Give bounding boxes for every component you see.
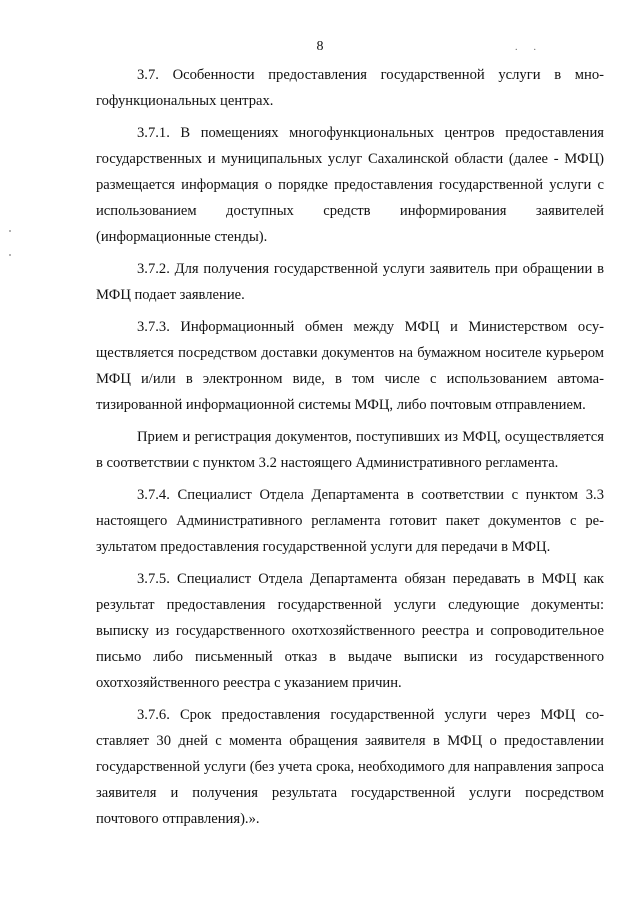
scan-speck bbox=[9, 230, 11, 232]
section-heading-3-7: 3.7. Особенности предоставления государственной услуги в многофункциональных центрах. bbox=[96, 67, 604, 109]
paragraph-3-7-6: 3.7.6. Срок предоставления государственной услуги через МФЦ составляет 30 дней с момента обращения заявителя в МФЦ о предоставлении государственной услуги (без учета срока, необходимого для направления запроса заявителя и получения результата государственной услуги посредством почтового отправления).». bbox=[96, 707, 604, 827]
scan-speck bbox=[9, 254, 11, 256]
paragraph-3-7-3: 3.7.3. Информационный обмен между МФЦ и Министерством осуществляется посредством доставки документов на бумажном носителе курьером МФЦ и/или в электронном виде, в том числе с использованием автоматизированной информационной системы МФЦ, либо почтовым отправлением. bbox=[96, 319, 604, 413]
paragraph-3-7-5: 3.7.5. Специалист Отдела Департамента обязан передавать в МФЦ как результат предоставления государственной услуги следующие документы: выписку из государственного охотхозяйственного реестра и сопроводительное письмо либо письменный отказ в выдаче выписки из государственного охотхозяйственного реестра с указанием причин. bbox=[96, 571, 604, 691]
paragraph-reception: Прием и регистрация документов, поступивших из МФЦ, осуществляется в соответствии с пунктом 3.2 настоящего Административного регламента. bbox=[96, 429, 604, 471]
page-number: 8 bbox=[316, 39, 324, 54]
paragraph-3-7-2: 3.7.2. Для получения государственной услуги заявитель при обращении в МФЦ подает заявление. bbox=[96, 261, 604, 303]
paragraph-3-7-1: 3.7.1. В помещениях многофункциональных центров предоставления государственных и муниципальных услуг Сахалинской области (далее - МФЦ) размещается информация о порядке предоставления государственной услуги с использованием доступных средств информирования заявителей (информационные стенды). bbox=[96, 125, 604, 245]
paragraph-3-7-4: 3.7.4. Специалист Отдела Департамента в соответствии с пунктом 3.3 настоящего Административного регламента готовит пакет документов с результатом предоставления государственной услуги для передачи в МФЦ. bbox=[96, 487, 604, 555]
document-body bbox=[96, 62, 604, 838]
scan-artifact: .. bbox=[515, 42, 552, 53]
